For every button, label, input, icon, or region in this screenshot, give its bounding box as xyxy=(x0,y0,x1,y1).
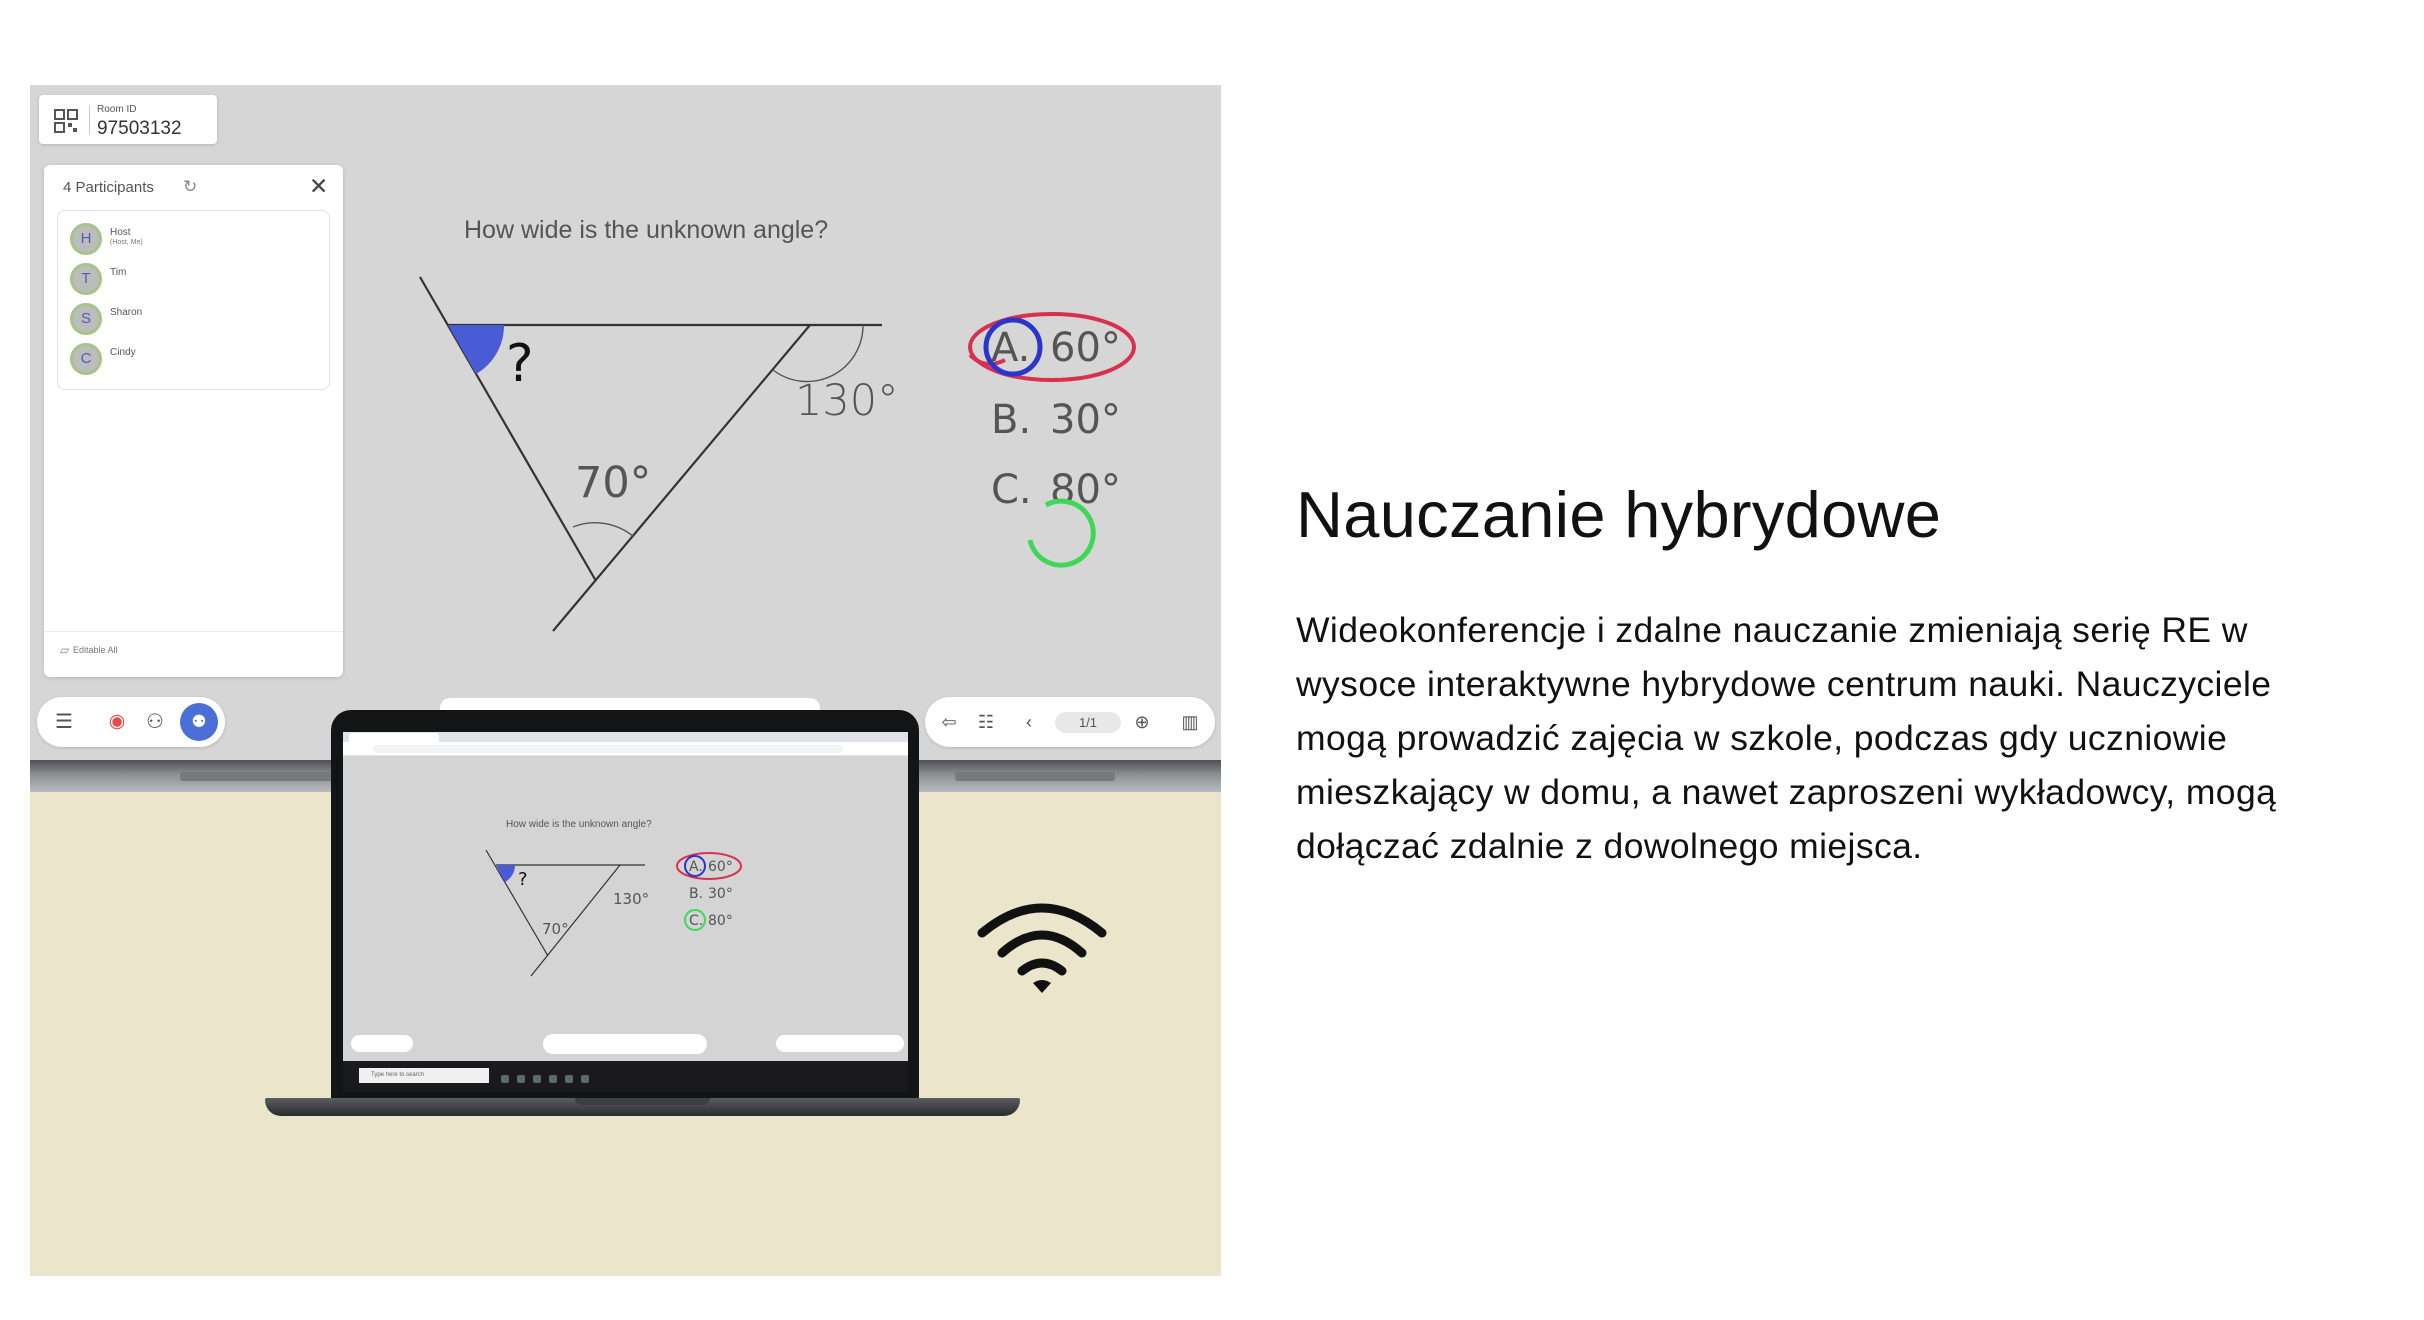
avatar: C xyxy=(70,343,102,375)
panel-divider xyxy=(44,631,343,632)
close-icon[interactable]: ✕ xyxy=(309,173,329,199)
unknown-angle-mark: ? xyxy=(506,334,534,394)
answer-c-letter: C. xyxy=(991,467,1032,513)
answer-a-value: 60° xyxy=(1050,325,1121,371)
room-id-label: Room ID xyxy=(97,104,137,115)
taskbar-app-icon[interactable] xyxy=(549,1075,557,1083)
interactive-whiteboard xyxy=(30,85,1221,760)
taskbar-search-field[interactable]: Type here to search xyxy=(359,1068,489,1083)
qr-code-icon xyxy=(54,109,78,133)
taskbar-app-icon[interactable] xyxy=(501,1075,509,1083)
remote-unknown-mark: ? xyxy=(518,869,528,890)
participants-title: 4 Participants xyxy=(63,179,154,196)
section-description: Wideokonferencje i zdalne nauczanie zmieniają serię RE w wysoce interaktywne hybrydowe centrum nauki. Nauczyciele mogą prowadzić zajęcia w szkole, podczas gdy uczniowie mieszkający w domu, a nawet zaproszeni wykładowcy, mogą dołączać zdalnie z dowolnego miejsca. xyxy=(1296,610,2277,866)
remote-whiteboard-view xyxy=(343,756,908,1061)
taskbar-app-icon[interactable] xyxy=(533,1075,541,1083)
taskbar-app-icon[interactable] xyxy=(581,1075,589,1083)
page-indicator: 1/1 xyxy=(1055,712,1121,733)
taskbar-app-icon[interactable] xyxy=(565,1075,573,1083)
laptop-base xyxy=(265,1098,1020,1116)
remote-answer-a-letter: A. xyxy=(689,859,703,875)
editable-all-toggle[interactable]: Editable All xyxy=(73,645,118,655)
remote-whiteboard-drawing xyxy=(343,756,908,1061)
angle-arc-70 xyxy=(573,523,634,537)
browser-tab[interactable] xyxy=(349,733,439,742)
remote-tools-toolbar[interactable] xyxy=(543,1034,707,1054)
taskbar-app-icon[interactable] xyxy=(517,1075,525,1083)
answer-c-value: 80° xyxy=(1050,467,1121,513)
remote-angle-70: 70° xyxy=(542,920,569,938)
participant-role: (Host, Me) xyxy=(110,239,143,246)
room-id-card[interactable] xyxy=(39,95,217,144)
answer-b-value: 30° xyxy=(1050,397,1121,443)
room-card-divider xyxy=(89,105,90,135)
browser-address-bar xyxy=(343,742,908,756)
pages-icon[interactable]: ▥ xyxy=(1181,712,1199,732)
remote-angle-130: 130° xyxy=(613,890,650,908)
answer-b-letter: B. xyxy=(991,397,1032,443)
avatar: S xyxy=(70,303,102,335)
angle-70-label: 70° xyxy=(575,458,652,508)
remote-page-toolbar[interactable] xyxy=(776,1035,904,1052)
participant-name: Tim xyxy=(110,267,127,278)
laptop-screen xyxy=(343,732,908,1092)
os-taskbar xyxy=(343,1061,908,1092)
participants-panel xyxy=(44,165,343,677)
remote-question-text: How wide is the unknown angle? xyxy=(506,819,652,830)
refresh-icon[interactable]: ↻ xyxy=(183,177,198,196)
unknown-angle-fill xyxy=(448,325,504,374)
participant-name: Sharon xyxy=(110,307,143,318)
triangle-side-left xyxy=(420,277,596,581)
undo-icon[interactable]: ⇦ xyxy=(941,712,957,732)
section-heading: Nauczanie hybrydowe xyxy=(1296,478,1942,551)
participant-name: Host xyxy=(110,227,131,238)
angle-130-label: 130° xyxy=(795,376,899,426)
remote-answer-b-value: 30° xyxy=(708,886,733,902)
meeting-toolbar xyxy=(37,697,225,747)
settings-icon[interactable]: ☷ xyxy=(977,712,995,732)
remote-answer-b-letter: B. xyxy=(689,886,704,902)
chevron-left-icon[interactable]: ‹ xyxy=(1026,712,1032,732)
avatar: H xyxy=(70,223,102,255)
remote-answer-a-value: 60° xyxy=(708,859,733,875)
hybrid-classroom-illustration xyxy=(30,85,1221,1276)
room-id-value: 97503132 xyxy=(97,118,182,139)
laptop xyxy=(265,710,1020,1130)
browser-tab-bar xyxy=(343,732,908,742)
laptop-notch xyxy=(575,1098,710,1105)
participants-list xyxy=(57,210,330,390)
menu-icon[interactable]: ☰ xyxy=(55,711,73,733)
remote-answer-c-letter: C. xyxy=(689,913,704,929)
address-field[interactable] xyxy=(373,745,843,753)
add-page-icon[interactable]: ⊕ xyxy=(1134,712,1150,732)
participant-name: Cindy xyxy=(110,347,136,358)
record-icon[interactable]: ◉ xyxy=(108,711,126,732)
taskbar-app-icons xyxy=(501,1070,597,1082)
add-user-icon[interactable]: ⚇ xyxy=(146,711,164,733)
avatar: T xyxy=(70,263,102,295)
remote-answer-c-value: 80° xyxy=(708,913,733,929)
question-text: How wide is the unknown angle? xyxy=(464,216,829,244)
participants-icon[interactable]: ⚉ xyxy=(180,703,218,741)
edit-permission-icon[interactable]: ▱ xyxy=(60,643,70,657)
remote-meeting-toolbar[interactable] xyxy=(351,1035,413,1052)
answer-a-letter: A. xyxy=(991,325,1031,371)
